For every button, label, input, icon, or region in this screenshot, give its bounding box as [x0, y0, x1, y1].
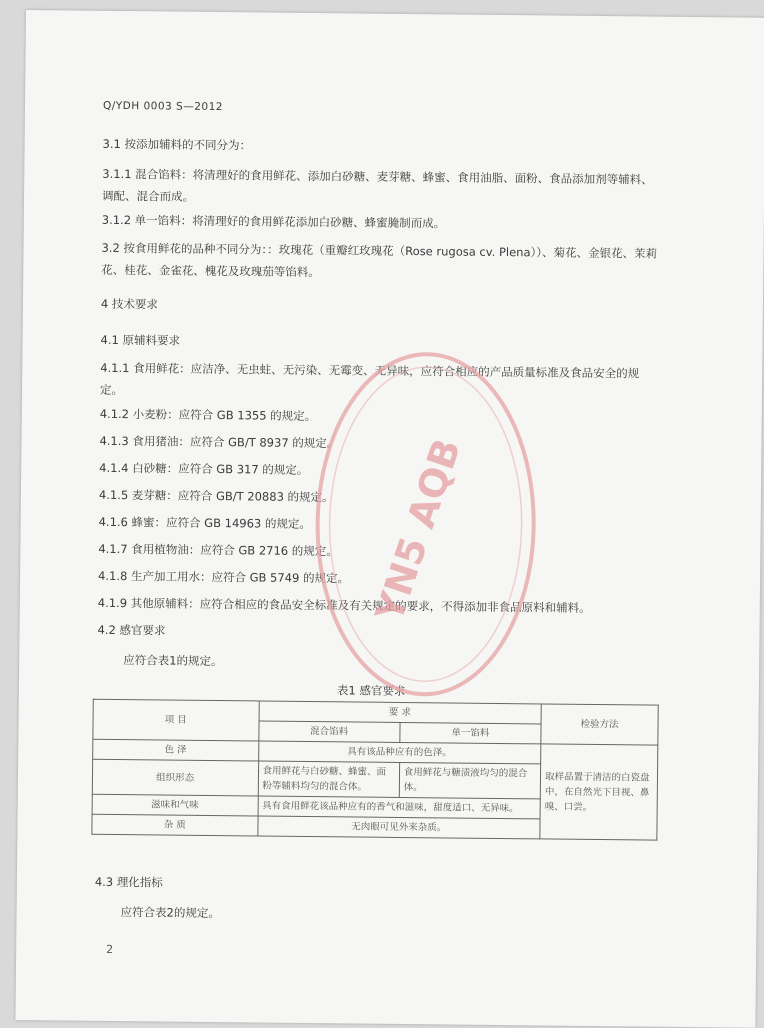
- section-4-1-1: 4.1.1 食用鲜花：应洁净、无虫蛀、无污染、无霉变、无异味，应符合相应的产品质量标准及食品安全的规定。: [99, 360, 640, 398]
- section-3-1-1: 3.1.1 混合馅料：将清理好的食用鲜花、添加白砂糖、麦芽糖、蜂蜜、食用油脂、面粉、食品添加剂等辅料、调配、混合而成。: [101, 166, 653, 204]
- section-4-1-4: 4.1.4 白砂糖：应符合 GB 317 的规定。: [99, 460, 309, 477]
- section-4-2: 4.2 感官要求: [97, 622, 166, 638]
- row-impurity-requirement: 无肉眼可见外来杂质。: [257, 816, 540, 839]
- section-4-3-text: 应符合表2的规定。: [120, 905, 220, 921]
- document-code: Q/YDH 0003 S—2012: [102, 99, 224, 114]
- row-item-taste: 滋味和气味: [92, 794, 258, 816]
- section-4-1-2: 4.1.2 小麦粉：应符合 GB 1355 的规定。: [99, 406, 317, 424]
- section-4-1-6: 4.1.6 蜂蜜：应符合 GB 14963 的规定。: [98, 514, 311, 532]
- row-texture-mixed: 食用鲜花与白砂糖、蜂蜜、面粉等辅料均匀的混合体。: [258, 761, 400, 797]
- row-item-color: 色 泽: [93, 739, 259, 761]
- section-4-1-9: 4.1.9 其他原辅料：应符合相应的食品安全标准及有关规定的要求，不得添加非食品原料和辅料。: [97, 595, 591, 615]
- stamp-text: YN5 AQB: [367, 433, 470, 628]
- header-requirement: 要 求: [259, 701, 542, 724]
- section-3-1-2: 3.1.2 单一馅料：将清理好的食用鲜花添加白砂糖、蜂蜜腌制而成。: [101, 212, 446, 231]
- section-4-1: 4.1 原辅料要求: [100, 332, 181, 348]
- header-method: 检验方法: [541, 704, 658, 745]
- row-item-impurity: 杂 质: [92, 814, 258, 836]
- header-single: 单一馅料: [400, 722, 541, 743]
- section-4-1-8: 4.1.8 生产加工用水：应符合 GB 5749 的规定。: [98, 568, 350, 586]
- section-4-1-3: 4.1.3 食用猪油：应符合 GB/T 8937 的规定。: [99, 433, 339, 451]
- section-4-1-5: 4.1.5 麦芽糖：应符合 GB/T 20883 的规定。: [98, 487, 334, 505]
- row-taste-requirement: 具有食用鲜花该品种应有的香气和滋味，甜度适口、无异味。: [258, 796, 541, 819]
- section-3-1: 3.1 按添加辅料的不同分为：: [102, 136, 252, 153]
- header-mixed: 混合馅料: [258, 721, 399, 742]
- section-3-2: 3.2 按食用鲜花的品种不同分为：：玫瑰花（重瓣红玫瑰花（Rose rugosa cv. Plena））、菊花、金银花、茉莉花、桂花、金雀花、槐花及玫瑰茄等馅料。: [101, 240, 658, 280]
- sensory-requirements-table: [91, 699, 658, 841]
- row-texture-single: 食用鲜花与糖渍液均匀的混合体。: [399, 762, 541, 798]
- row-item-texture: 组织形态: [92, 759, 258, 796]
- table1-caption: 表1 感官要求: [336, 683, 406, 699]
- section-4-1-7: 4.1.7 食用植物油：应符合 GB 2716 的规定。: [98, 541, 338, 559]
- section-4-2-text: 应符合表1的规定。: [123, 653, 223, 669]
- row-color-requirement: 具有该品种应有的色泽。: [258, 741, 541, 764]
- section-4-3: 4.3 理化指标: [94, 874, 163, 890]
- header-item: 项 目: [93, 699, 259, 741]
- section-4-title: 4 技术要求: [100, 296, 158, 312]
- inspection-method: 取样品置于清洁的白瓷盘中，在自然光下目视、鼻嗅、口尝。: [540, 744, 658, 840]
- document-page: [15, 10, 764, 1028]
- page-number: 2: [106, 942, 114, 956]
